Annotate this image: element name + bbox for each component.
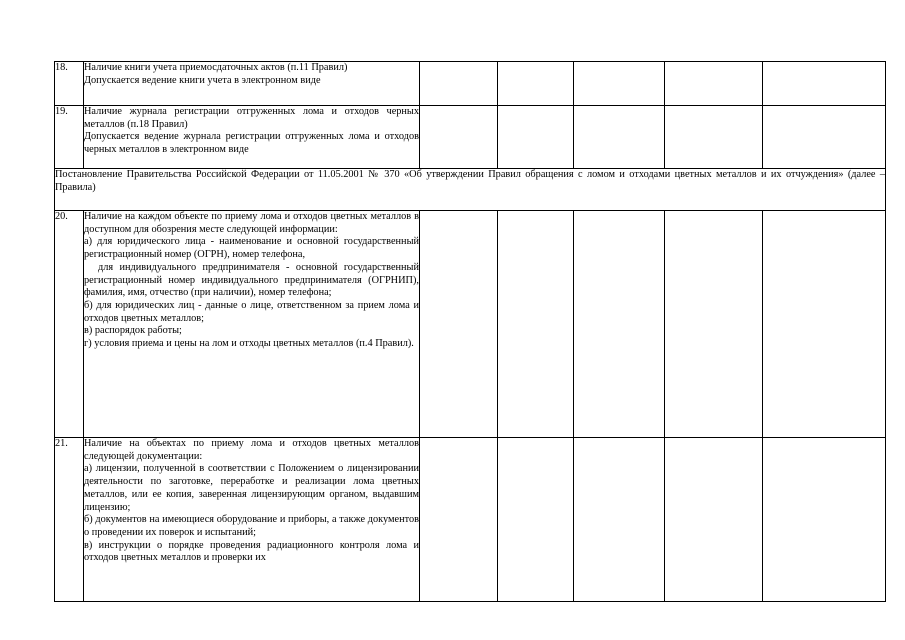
requirement-line: а) для юридического лица - наименование и основной государственный регистрационный номер (ОГРН), номер телефона, bbox=[84, 236, 419, 261]
row-number: 19. bbox=[55, 106, 84, 169]
table-row bbox=[55, 62, 886, 106]
check-cell[interactable] bbox=[665, 62, 763, 106]
check-cell[interactable] bbox=[420, 62, 498, 106]
check-cell[interactable] bbox=[574, 106, 665, 169]
requirement-text bbox=[84, 438, 420, 602]
check-cell[interactable] bbox=[420, 106, 498, 169]
check-cell[interactable] bbox=[574, 62, 665, 106]
requirement-line: для индивидуального предпринимателя - основной государственный регистрационный номер индивидуального предпринимателя (ОГРНИП), фамилия, имя, отчество (при наличии), номер телефона; bbox=[84, 261, 419, 299]
check-cell[interactable] bbox=[498, 106, 574, 169]
requirement-line: Допускается ведение журнала регистрации отгруженных лома и отходов черных металлов в электронном виде bbox=[84, 131, 419, 156]
check-cell[interactable] bbox=[420, 211, 498, 438]
requirement-text-clip bbox=[84, 438, 419, 593]
row-number: 20. bbox=[55, 211, 84, 438]
requirement-line: Наличие на объектах по приему лома и отходов цветных металлов следующей документации: bbox=[84, 438, 419, 462]
check-cell[interactable] bbox=[420, 438, 498, 602]
section-heading bbox=[55, 169, 886, 211]
requirement-line: в) распорядок работы; bbox=[84, 325, 182, 337]
requirement-line: Допускается ведение книги учета в электронном виде bbox=[84, 74, 321, 86]
check-cell[interactable] bbox=[498, 62, 574, 106]
check-cell[interactable] bbox=[498, 438, 574, 602]
requirement-line: в) инструкции о порядке проведения радиационного контроля лома и отходов цветных металлов и проверки их bbox=[84, 539, 419, 564]
requirement-line: г) условия приема и цены на лом и отходы цветных металлов (п.4 Правил). bbox=[84, 338, 414, 350]
requirement-line: б) документов на имеющиеся оборудование и приборы, а также документов о проведении их поверок и испытаний; bbox=[84, 514, 419, 538]
requirement-line: б) для юридических лиц - данные о лице, ответственном за прием лома и отходов цветных металлов; bbox=[84, 299, 419, 324]
requirement-text bbox=[84, 106, 420, 169]
row-number: 18. bbox=[55, 62, 84, 106]
requirement-text bbox=[84, 211, 420, 438]
check-cell[interactable] bbox=[574, 211, 665, 438]
requirement-line: а) лицензии, полученной в соответствии с Положением о лицензировании деятельности по заготовке, переработке и реализации лома цветных металлов, или ее копия, заверенная лицензирующим органом, выдавшим лицензию; bbox=[84, 463, 419, 513]
check-cell[interactable] bbox=[763, 438, 886, 602]
requirement-line: Наличие книги учета приемосдаточных актов (п.11 Правил) bbox=[84, 62, 348, 73]
table-row bbox=[55, 106, 886, 169]
inspection-checklist-table bbox=[54, 61, 886, 602]
check-cell[interactable] bbox=[763, 211, 886, 438]
table-row bbox=[55, 211, 886, 438]
section-heading-row bbox=[55, 169, 886, 211]
check-cell[interactable] bbox=[763, 106, 886, 169]
check-cell[interactable] bbox=[665, 106, 763, 169]
check-cell[interactable] bbox=[574, 438, 665, 602]
check-cell[interactable] bbox=[763, 62, 886, 106]
requirement-text bbox=[84, 62, 420, 106]
requirement-line: Наличие журнала регистрации отгруженных лома и отходов черных металлов (п.18 Правил) bbox=[84, 106, 419, 130]
row-number: 21. bbox=[55, 438, 84, 602]
requirement-line: Наличие на каждом объекте по приему лома и отходов цветных металлов в доступном для обозрения месте следующей информации: bbox=[84, 211, 419, 235]
table-row bbox=[55, 438, 886, 602]
check-cell[interactable] bbox=[665, 438, 763, 602]
section-heading-text: Постановление Правительства Российской Федерации от 11.05.2001 № 370 «Об утверждении Правил обращения с ломом и отходами цветных металлов и их отчуждения» (далее – Правила) bbox=[55, 169, 885, 193]
check-cell[interactable] bbox=[665, 211, 763, 438]
check-cell[interactable] bbox=[498, 211, 574, 438]
